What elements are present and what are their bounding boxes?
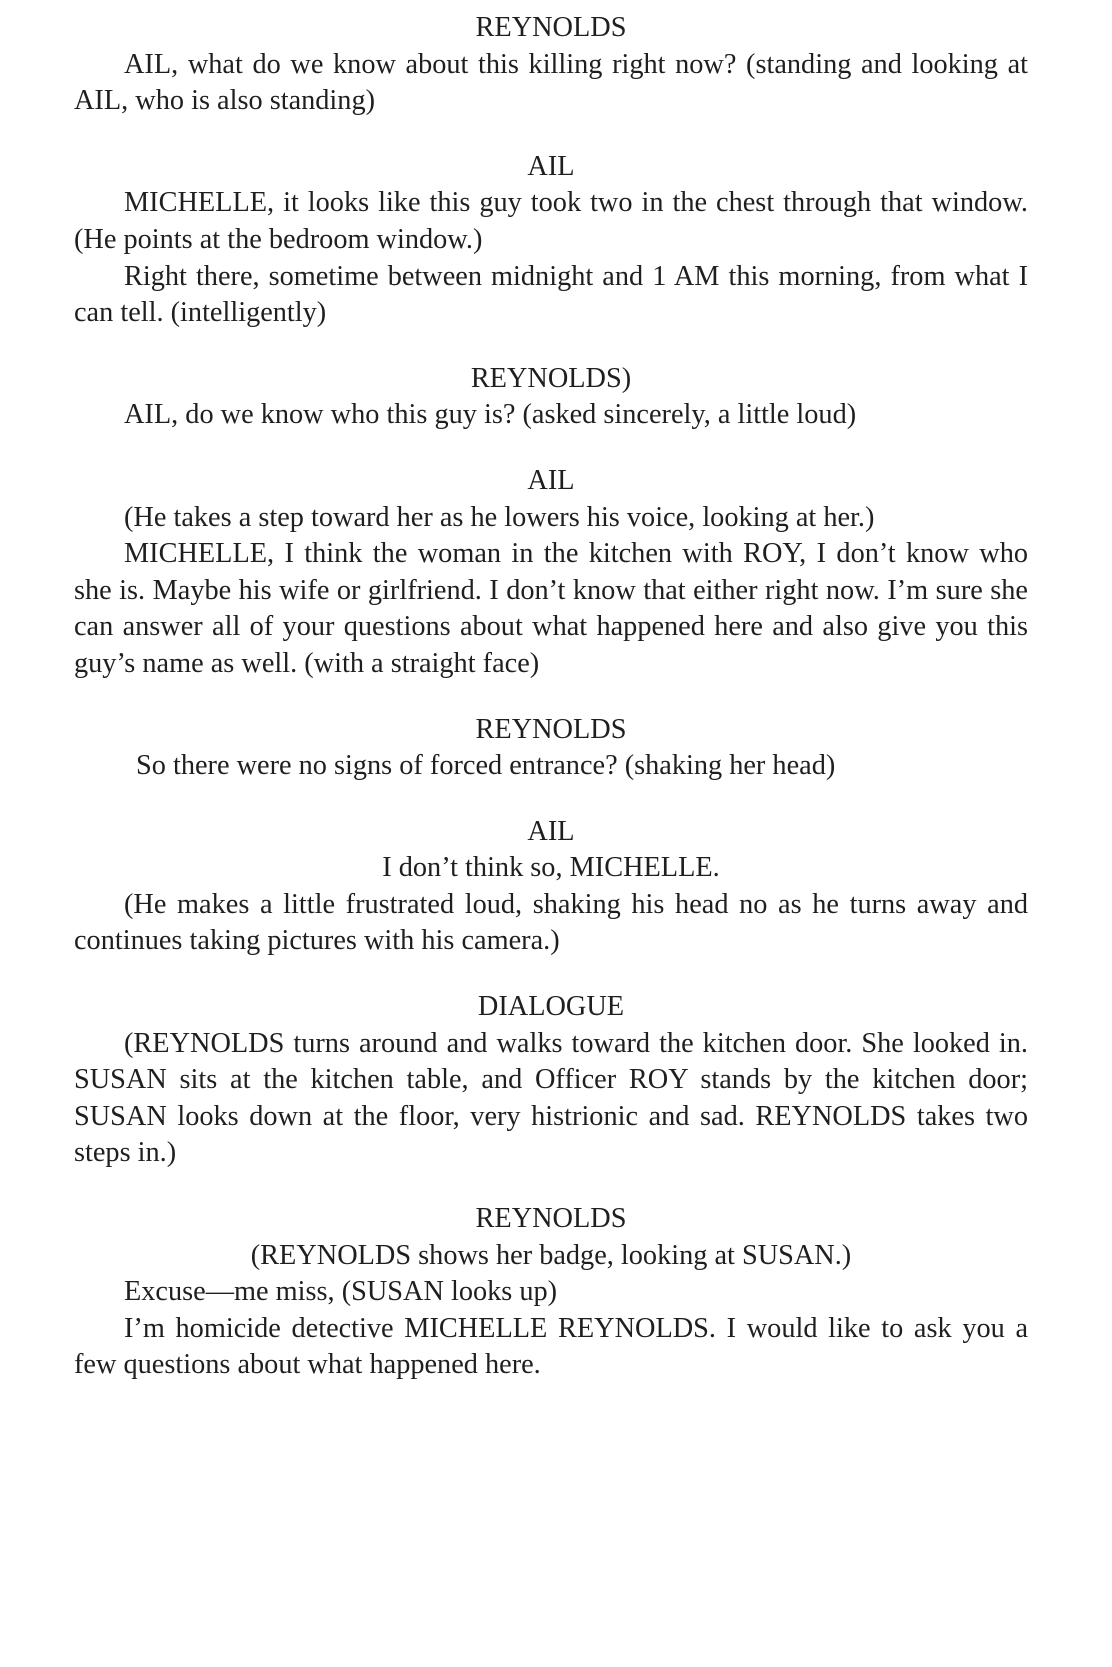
dialogue-line: AIL, do we know who this guy is? (asked sincerely, a little loud): [124, 399, 857, 431]
dialogue-block-1: [74, 10, 1028, 120]
speaker-name: AIL: [527, 150, 575, 182]
stage-direction-centered: (REYNOLDS shows her badge, looking at SUSAN.): [250, 1239, 852, 1271]
dialogue-block-8: [74, 1201, 1028, 1384]
dialogue-line-centered: I don’t think so, MICHELLE.: [382, 852, 720, 884]
speaker-name: AIL: [527, 464, 575, 496]
dialogue-block-2: [74, 149, 1028, 332]
dialogue-block-6: [74, 814, 1028, 960]
speaker-name: REYNOLDS: [475, 12, 627, 43]
dialogue-block-7: [74, 989, 1028, 1172]
dialogue-block-3: [74, 361, 1028, 434]
dialogue-line: AIL, what do we know about this killing right now? (standing and looking at AIL, who is also standing): [74, 48, 1028, 117]
stage-direction: (He takes a step toward her as he lowers his voice, looking at her.): [124, 501, 875, 533]
dialogue-line: MICHELLE, it looks like this guy took two in the chest through that window. (He points at the bedroom window.): [74, 187, 1028, 255]
speaker-name: REYNOLDS): [470, 362, 632, 394]
dialogue-block-5: [74, 712, 1028, 785]
speaker-name: REYNOLDS: [475, 713, 627, 745]
speaker-name: REYNOLDS: [475, 1203, 627, 1235]
dialogue-line: MICHELLE, I think the woman in the kitchen with ROY, I don’t know who she is. Maybe his wife or girlfriend. I don’t know that either right now. I’m sure she can answer all of your questions about what happened here and also give you this guy’s name as well. (with a straight face): [74, 538, 1028, 679]
stage-direction: (He makes a little frustrated loud, shaking his head no as he turns away and continues taking pictures with his camera.): [74, 888, 1028, 957]
dialogue-line: I’m homicide detective MICHELLE REYNOLDS. I would like to ask you a few questions about what happened here.: [74, 1312, 1028, 1381]
dialogue-block-4: [74, 463, 1028, 683]
speaker-name: AIL: [527, 815, 575, 847]
dialogue-line: So there were no signs of forced entrance? (shaking her head): [136, 750, 836, 782]
dialogue-line: Right there, sometime between midnight and 1 AM this morning, from what I can tell. (intelligently): [74, 260, 1028, 329]
dialogue-line: Excuse—me miss, (SUSAN looks up): [124, 1276, 558, 1308]
speaker-name: DIALOGUE: [477, 991, 625, 1023]
stage-direction: (REYNOLDS turns around and walks toward the kitchen door. She looked in. SUSAN sits at the kitchen table, and Officer ROY stands by the kitchen door; SUSAN looks down at the floor, very histrionic and sad. REYNOLDS takes two steps in.): [74, 1027, 1028, 1169]
